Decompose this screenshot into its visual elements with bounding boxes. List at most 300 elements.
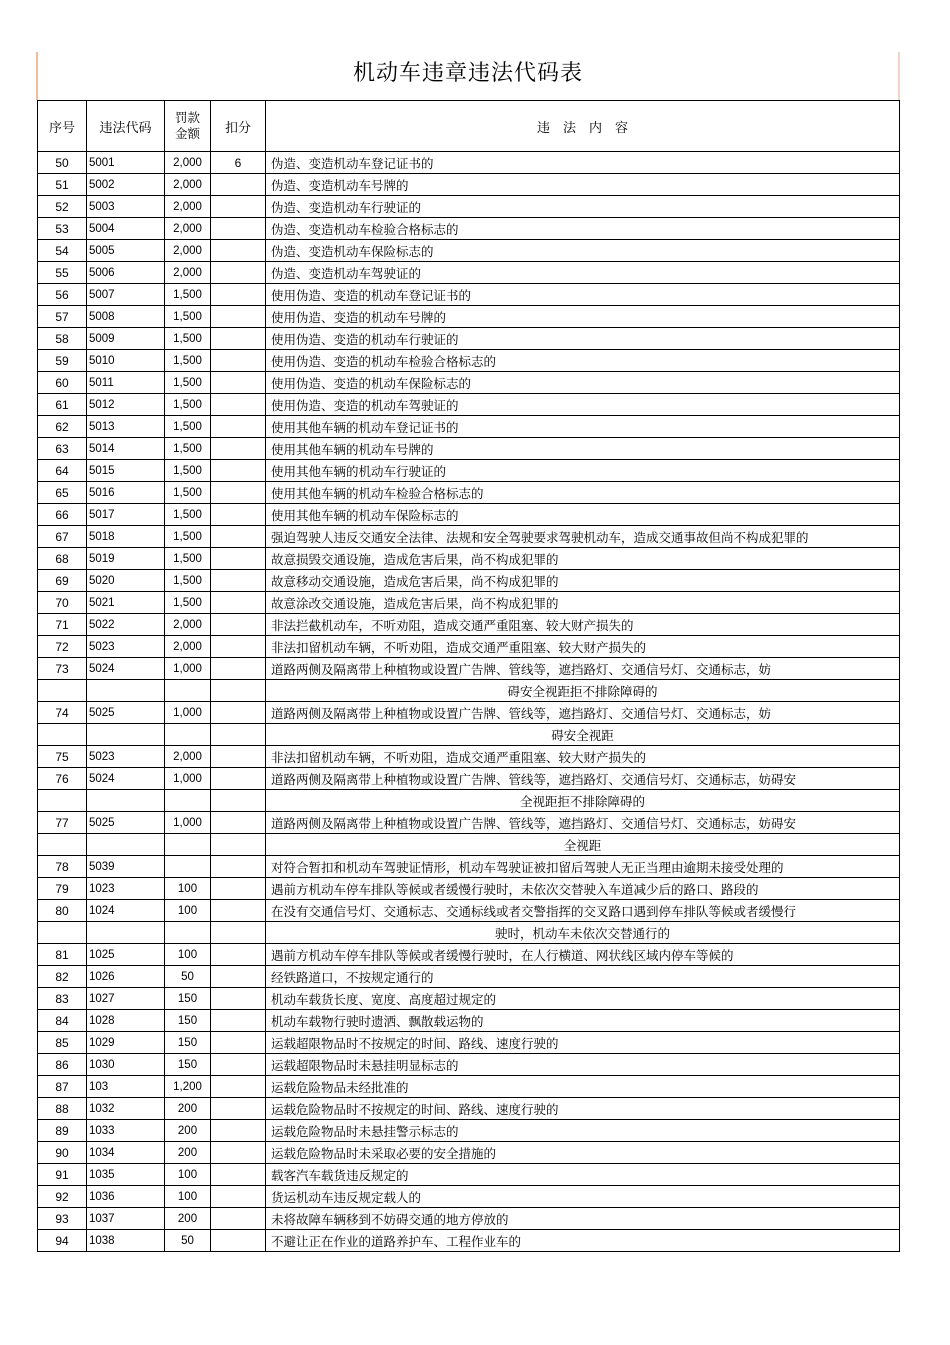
cell-fine: 2,000: [165, 614, 211, 636]
cell-points: [211, 746, 266, 768]
cell-code: 5015: [87, 460, 165, 482]
cell-seq: 77: [38, 812, 87, 834]
cell-seq: 62: [38, 416, 87, 438]
cell-points: [211, 416, 266, 438]
cell-code: 1033: [87, 1120, 165, 1142]
cell-seq: 53: [38, 218, 87, 240]
cell-seq: 80: [38, 900, 87, 922]
table-row: [38, 262, 900, 284]
cell-content: 运载危险物品时不按规定的时间、路线、速度行驶的: [266, 1098, 900, 1120]
violation-code-sheet: [37, 52, 899, 1252]
cell-code: 1032: [87, 1098, 165, 1120]
cell-content: 遇前方机动车停车排队等候或者缓慢行驶时，在人行横道、网状线区域内停车等候的: [266, 944, 900, 966]
cell-content: 全视距: [266, 834, 900, 856]
cell-fine: 2,000: [165, 746, 211, 768]
cell-points: [211, 1142, 266, 1164]
cell-fine: 1,000: [165, 812, 211, 834]
table-row: [38, 328, 900, 350]
table-row: [38, 636, 900, 658]
table-row: [38, 812, 900, 834]
cell-fine: 1,000: [165, 702, 211, 724]
header-fine-line1: 罚款: [174, 110, 200, 125]
table-row: [38, 790, 900, 812]
table-row: [38, 1098, 900, 1120]
cell-seq: 93: [38, 1208, 87, 1230]
table-row: [38, 614, 900, 636]
cell-code: 5020: [87, 570, 165, 592]
table-row: [38, 724, 900, 746]
cell-seq: [38, 790, 87, 812]
table-row: [38, 966, 900, 988]
cell-fine: 1,500: [165, 306, 211, 328]
table-row: [38, 680, 900, 702]
cell-fine: 2,000: [165, 636, 211, 658]
cell-code: 5016: [87, 482, 165, 504]
cell-points: [211, 900, 266, 922]
table-header-row: [38, 101, 900, 152]
cell-seq: 79: [38, 878, 87, 900]
cell-fine: 1,500: [165, 328, 211, 350]
cell-seq: 78: [38, 856, 87, 878]
header-content: 违 法 内 容: [266, 101, 900, 152]
cell-code: [87, 922, 165, 944]
cell-content: 运载危险物品时未采取必要的安全措施的: [266, 1142, 900, 1164]
cell-fine: 150: [165, 1032, 211, 1054]
cell-points: [211, 680, 266, 702]
cell-seq: 84: [38, 1010, 87, 1032]
table-row: [38, 1054, 900, 1076]
cell-fine: 1,200: [165, 1076, 211, 1098]
cell-code: 1029: [87, 1032, 165, 1054]
cell-points: [211, 526, 266, 548]
table-row: [38, 1230, 900, 1252]
cell-fine: 1,500: [165, 570, 211, 592]
cell-code: 1026: [87, 966, 165, 988]
cell-points: [211, 372, 266, 394]
table-row: [38, 1076, 900, 1098]
cell-content: 伪造、变造机动车驾驶证的: [266, 262, 900, 284]
cell-content: 道路两侧及隔离带上种植物或设置广告牌、管线等，遮挡路灯、交通信号灯、交通标志，妨碍安: [266, 768, 900, 790]
cell-points: [211, 724, 266, 746]
cell-content: 经铁路道口，不按规定通行的: [266, 966, 900, 988]
cell-content: 机动车载物行驶时遗洒、飘散载运物的: [266, 1010, 900, 1032]
cell-fine: 1,500: [165, 592, 211, 614]
cell-code: 5001: [87, 152, 165, 174]
cell-points: 6: [211, 152, 266, 174]
cell-content: 运载超限物品时不按规定的时间、路线、速度行驶的: [266, 1032, 900, 1054]
table-row: [38, 922, 900, 944]
table-row: [38, 988, 900, 1010]
cell-seq: 57: [38, 306, 87, 328]
cell-points: [211, 482, 266, 504]
cell-content: 使用其他车辆的机动车检验合格标志的: [266, 482, 900, 504]
table-row: [38, 460, 900, 482]
table-row: [38, 1010, 900, 1032]
cell-fine: [165, 834, 211, 856]
cell-content: 碍安全视距拒不排除障碍的: [266, 680, 900, 702]
cell-points: [211, 1186, 266, 1208]
cell-seq: 72: [38, 636, 87, 658]
cell-fine: 150: [165, 988, 211, 1010]
cell-seq: 94: [38, 1230, 87, 1252]
table-row: [38, 416, 900, 438]
table-row: [38, 746, 900, 768]
cell-fine: 200: [165, 1208, 211, 1230]
table-row: [38, 350, 900, 372]
cell-points: [211, 284, 266, 306]
cell-content: 使用其他车辆的机动车保险标志的: [266, 504, 900, 526]
cell-seq: 67: [38, 526, 87, 548]
cell-content: 故意移动交通设施，造成危害后果，尚不构成犯罪的: [266, 570, 900, 592]
cell-fine: 100: [165, 944, 211, 966]
cell-points: [211, 988, 266, 1010]
table-row: [38, 218, 900, 240]
cell-fine: 2,000: [165, 152, 211, 174]
table-row: [38, 196, 900, 218]
cell-content: 伪造、变造机动车登记证书的: [266, 152, 900, 174]
cell-fine: 1,500: [165, 416, 211, 438]
cell-points: [211, 240, 266, 262]
cell-points: [211, 1098, 266, 1120]
cell-points: [211, 218, 266, 240]
cell-content: 道路两侧及隔离带上种植物或设置广告牌、管线等，遮挡路灯、交通信号灯、交通标志，妨碍安: [266, 812, 900, 834]
cell-content: 对符合暂扣和机动车驾驶证情形，机动车驾驶证被扣留后驾驶人无正当理由逾期未接受处理的: [266, 856, 900, 878]
cell-fine: 150: [165, 1054, 211, 1076]
cell-seq: 73: [38, 658, 87, 680]
cell-fine: 200: [165, 1098, 211, 1120]
cell-fine: 1,500: [165, 284, 211, 306]
cell-fine: 1,500: [165, 350, 211, 372]
cell-seq: 74: [38, 702, 87, 724]
cell-seq: 85: [38, 1032, 87, 1054]
cell-code: 5018: [87, 526, 165, 548]
cell-code: 5004: [87, 218, 165, 240]
cell-content: 不避让正在作业的道路养护车、工程作业车的: [266, 1230, 900, 1252]
cell-points: [211, 328, 266, 350]
cell-content: 运载危险物品时未悬挂警示标志的: [266, 1120, 900, 1142]
cell-seq: 55: [38, 262, 87, 284]
cell-points: [211, 460, 266, 482]
cell-content: 运载危险物品未经批准的: [266, 1076, 900, 1098]
cell-fine: 2,000: [165, 218, 211, 240]
cell-content: 运载超限物品时未悬挂明显标志的: [266, 1054, 900, 1076]
cell-content: 使用伪造、变造的机动车号牌的: [266, 306, 900, 328]
cell-seq: 66: [38, 504, 87, 526]
cell-points: [211, 592, 266, 614]
cell-code: 5024: [87, 658, 165, 680]
cell-content: 伪造、变造机动车行驶证的: [266, 196, 900, 218]
cell-fine: 1,500: [165, 482, 211, 504]
cell-content: 非法拦截机动车，不听劝阻，造成交通严重阻塞、较大财产损失的: [266, 614, 900, 636]
cell-fine: [165, 724, 211, 746]
cell-fine: 200: [165, 1142, 211, 1164]
cell-code: 5019: [87, 548, 165, 570]
cell-seq: 56: [38, 284, 87, 306]
cell-points: [211, 790, 266, 812]
cell-content: 货运机动车违反规定载人的: [266, 1186, 900, 1208]
cell-content: 未将故障车辆移到不妨碍交通的地方停放的: [266, 1208, 900, 1230]
cell-seq: 90: [38, 1142, 87, 1164]
cell-content: 道路两侧及隔离带上种植物或设置广告牌、管线等，遮挡路灯、交通信号灯、交通标志，妨: [266, 702, 900, 724]
table-row: [38, 394, 900, 416]
table-row: [38, 548, 900, 570]
cell-fine: 2,000: [165, 196, 211, 218]
cell-fine: 100: [165, 878, 211, 900]
cell-fine: 1,500: [165, 394, 211, 416]
cell-seq: 61: [38, 394, 87, 416]
table-row: [38, 482, 900, 504]
cell-points: [211, 768, 266, 790]
cell-fine: 100: [165, 900, 211, 922]
table-row: [38, 878, 900, 900]
cell-content: 伪造、变造机动车号牌的: [266, 174, 900, 196]
cell-code: 5006: [87, 262, 165, 284]
cell-fine: 1,500: [165, 526, 211, 548]
cell-code: 5023: [87, 636, 165, 658]
cell-fine: [165, 790, 211, 812]
table-body: [38, 152, 900, 1252]
cell-content: 伪造、变造机动车保险标志的: [266, 240, 900, 262]
header-fine-line2: 金额: [174, 126, 200, 141]
cell-points: [211, 966, 266, 988]
cell-points: [211, 1208, 266, 1230]
cell-fine: 1,500: [165, 372, 211, 394]
cell-code: 5024: [87, 768, 165, 790]
cell-points: [211, 1010, 266, 1032]
page-title: 机动车违章违法代码表: [352, 61, 583, 86]
cell-points: [211, 658, 266, 680]
cell-code: 1024: [87, 900, 165, 922]
table-row: [38, 834, 900, 856]
cell-points: [211, 922, 266, 944]
cell-points: [211, 636, 266, 658]
cell-fine: 2,000: [165, 240, 211, 262]
violation-table: [37, 100, 900, 1252]
table-row: [38, 1120, 900, 1142]
table-row: [38, 592, 900, 614]
cell-content: 在没有交通信号灯、交通标志、交通标线或者交警指挥的交叉路口遇到停车排队等候或者缓慢行: [266, 900, 900, 922]
cell-content: 故意涂改交通设施，造成危害后果，尚不构成犯罪的: [266, 592, 900, 614]
cell-fine: 200: [165, 1120, 211, 1142]
cell-seq: 91: [38, 1164, 87, 1186]
cell-points: [211, 812, 266, 834]
cell-points: [211, 438, 266, 460]
cell-fine: 100: [165, 1186, 211, 1208]
cell-code: 5008: [87, 306, 165, 328]
cell-code: 5017: [87, 504, 165, 526]
cell-fine: 1,000: [165, 658, 211, 680]
cell-code: 5023: [87, 746, 165, 768]
table-row: [38, 702, 900, 724]
cell-seq: 65: [38, 482, 87, 504]
cell-code: [87, 790, 165, 812]
cell-content: 使用伪造、变造的机动车行驶证的: [266, 328, 900, 350]
cell-seq: 58: [38, 328, 87, 350]
cell-content: 故意损毁交通设施，造成危害后果，尚不构成犯罪的: [266, 548, 900, 570]
cell-code: 1027: [87, 988, 165, 1010]
cell-code: 1025: [87, 944, 165, 966]
cell-points: [211, 614, 266, 636]
cell-seq: [38, 680, 87, 702]
table-row: [38, 438, 900, 460]
cell-points: [211, 306, 266, 328]
cell-points: [211, 944, 266, 966]
cell-seq: [38, 922, 87, 944]
cell-seq: 92: [38, 1186, 87, 1208]
cell-points: [211, 856, 266, 878]
table-row: [38, 856, 900, 878]
cell-code: 1036: [87, 1186, 165, 1208]
cell-seq: 87: [38, 1076, 87, 1098]
table-row: [38, 1208, 900, 1230]
cell-fine: [165, 680, 211, 702]
cell-fine: 1,000: [165, 768, 211, 790]
cell-points: [211, 1054, 266, 1076]
cell-code: 5021: [87, 592, 165, 614]
cell-code: [87, 834, 165, 856]
table-row: [38, 284, 900, 306]
cell-points: [211, 504, 266, 526]
cell-fine: [165, 856, 211, 878]
cell-points: [211, 548, 266, 570]
table-row: [38, 658, 900, 680]
cell-points: [211, 350, 266, 372]
cell-seq: 82: [38, 966, 87, 988]
cell-seq: 83: [38, 988, 87, 1010]
cell-fine: 1,500: [165, 460, 211, 482]
cell-seq: 52: [38, 196, 87, 218]
cell-fine: 150: [165, 1010, 211, 1032]
cell-code: 5012: [87, 394, 165, 416]
cell-code: 1035: [87, 1164, 165, 1186]
cell-code: 5014: [87, 438, 165, 460]
cell-fine: 2,000: [165, 262, 211, 284]
cell-content: 伪造、变造机动车检验合格标志的: [266, 218, 900, 240]
cell-seq: 68: [38, 548, 87, 570]
cell-content: 道路两侧及隔离带上种植物或设置广告牌、管线等，遮挡路灯、交通信号灯、交通标志，妨: [266, 658, 900, 680]
cell-code: 1028: [87, 1010, 165, 1032]
cell-points: [211, 196, 266, 218]
cell-fine: 50: [165, 966, 211, 988]
cell-seq: 70: [38, 592, 87, 614]
cell-seq: 75: [38, 746, 87, 768]
cell-seq: 60: [38, 372, 87, 394]
cell-code: 1037: [87, 1208, 165, 1230]
cell-fine: [165, 922, 211, 944]
cell-points: [211, 1230, 266, 1252]
cell-code: 5007: [87, 284, 165, 306]
cell-content: 载客汽车载货违反规定的: [266, 1164, 900, 1186]
cell-content: 使用伪造、变造的机动车登记证书的: [266, 284, 900, 306]
cell-seq: 86: [38, 1054, 87, 1076]
cell-seq: 69: [38, 570, 87, 592]
cell-content: 使用其他车辆的机动车行驶证的: [266, 460, 900, 482]
table-row: [38, 504, 900, 526]
cell-fine: 1,500: [165, 438, 211, 460]
cell-fine: 1,500: [165, 548, 211, 570]
cell-seq: [38, 724, 87, 746]
cell-code: [87, 680, 165, 702]
cell-code: 5013: [87, 416, 165, 438]
cell-seq: 89: [38, 1120, 87, 1142]
table-row: [38, 526, 900, 548]
cell-code: 5025: [87, 702, 165, 724]
cell-content: 全视距拒不排除障碍的: [266, 790, 900, 812]
cell-code: 5005: [87, 240, 165, 262]
cell-code: 5003: [87, 196, 165, 218]
cell-points: [211, 834, 266, 856]
cell-points: [211, 1120, 266, 1142]
table-row: [38, 1032, 900, 1054]
cell-content: 使用其他车辆的机动车号牌的: [266, 438, 900, 460]
cell-content: 强迫驾驶人违反交通安全法律、法规和安全驾驶要求驾驶机动车，造成交通事故但尚不构成犯罪的: [266, 526, 900, 548]
table-row: [38, 570, 900, 592]
table-row: [38, 306, 900, 328]
cell-points: [211, 394, 266, 416]
cell-fine: 50: [165, 1230, 211, 1252]
cell-code: 103: [87, 1076, 165, 1098]
cell-content: 驶时，机动车未依次交替通行的: [266, 922, 900, 944]
header-seq: 序号: [38, 101, 87, 152]
cell-seq: 76: [38, 768, 87, 790]
cell-code: 5002: [87, 174, 165, 196]
cell-code: 1030: [87, 1054, 165, 1076]
cell-seq: 51: [38, 174, 87, 196]
table-row: [38, 944, 900, 966]
cell-seq: 63: [38, 438, 87, 460]
table-row: [38, 900, 900, 922]
cell-content: 使用伪造、变造的机动车保险标志的: [266, 372, 900, 394]
cell-points: [211, 174, 266, 196]
cell-seq: 88: [38, 1098, 87, 1120]
table-row: [38, 1186, 900, 1208]
cell-points: [211, 1164, 266, 1186]
cell-points: [211, 262, 266, 284]
cell-seq: 71: [38, 614, 87, 636]
cell-seq: 54: [38, 240, 87, 262]
cell-points: [211, 570, 266, 592]
table-row: [38, 240, 900, 262]
cell-content: 碍安全视距: [266, 724, 900, 746]
cell-code: 1034: [87, 1142, 165, 1164]
header-code: 违法代码: [87, 101, 165, 152]
cell-seq: 81: [38, 944, 87, 966]
cell-seq: 64: [38, 460, 87, 482]
cell-code: 5009: [87, 328, 165, 350]
table-row: [38, 768, 900, 790]
table-row: [38, 1142, 900, 1164]
cell-points: [211, 702, 266, 724]
cell-content: 非法扣留机动车辆，不听劝阻，造成交通严重阻塞、较大财产损失的: [266, 636, 900, 658]
cell-content: 非法扣留机动车辆，不听劝阻，造成交通严重阻塞、较大财产损失的: [266, 746, 900, 768]
cell-points: [211, 1032, 266, 1054]
table-row: [38, 152, 900, 174]
cell-code: 5010: [87, 350, 165, 372]
table-row: [38, 1164, 900, 1186]
cell-code: [87, 724, 165, 746]
cell-code: 1038: [87, 1230, 165, 1252]
table-row: [38, 174, 900, 196]
cell-code: 5011: [87, 372, 165, 394]
cell-points: [211, 878, 266, 900]
cell-fine: 2,000: [165, 174, 211, 196]
cell-content: 使用伪造、变造的机动车检验合格标志的: [266, 350, 900, 372]
cell-content: 使用伪造、变造的机动车驾驶证的: [266, 394, 900, 416]
cell-content: 使用其他车辆的机动车登记证书的: [266, 416, 900, 438]
cell-content: 遇前方机动车停车排队等候或者缓慢行驶时，未依次交替驶入车道减少后的路口、路段的: [266, 878, 900, 900]
cell-code: 5022: [87, 614, 165, 636]
header-points: 扣分: [211, 101, 266, 152]
